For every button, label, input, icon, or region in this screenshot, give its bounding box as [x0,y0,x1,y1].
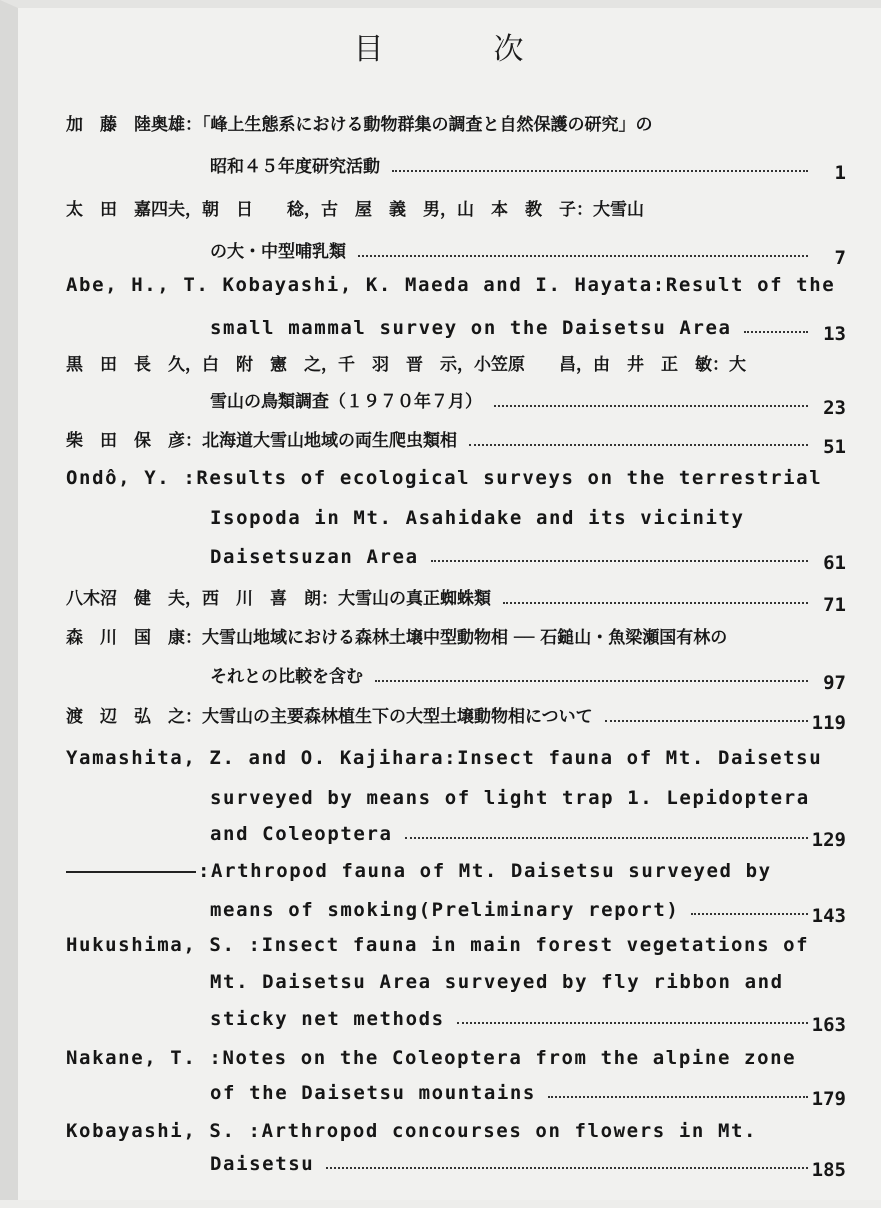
toc-line [18,703,881,734]
toc-line [18,1079,881,1110]
toc-entry-text: 太 田 嘉四夫，朝 日 稔，古 屋 義 男，山 本 教 子：大雪山 [66,200,644,220]
toc-line [18,196,881,224]
leader-dots [405,837,808,839]
toc-entry-text: Yamashita, Z. and O. Kajihara:Insect fauna of Mt. Daisetsu [66,747,823,769]
toc-entry-text: Ondô, Y. :Results of ecological surveys on the terrestrial [66,467,823,489]
toc-line [18,543,881,574]
toc-entry-text: 渡 辺 弘 之：大雪山の主要森林植生下の大型土壌動物相について [66,707,593,727]
leader-dots [503,602,808,604]
toc-line [18,624,881,652]
toc-entry-text: の大・中型哺乳類 [210,242,346,262]
page-title: 目次 [353,32,634,67]
toc-entry-text: 森 川 国 康：大雪山地域における森林土壌中型動物相 ── 石鎚山・魚梁瀬国有林の [66,628,728,648]
toc-line [18,585,881,616]
page-number: 179 [811,1088,846,1110]
leader-dots [358,255,808,257]
toc-entry-text: 加 藤 陸奥雄：「峰上生態系における動物群集の調査と自然保護の研究」の [66,115,653,135]
leader-dots [548,1096,808,1098]
leader-dots [326,1167,808,1169]
leader-dots [605,720,808,722]
toc-entry-text: Daisetsu [210,1153,315,1175]
toc-line [18,931,881,959]
toc-entry-text: Nakane, T. :Notes on the Coleoptera from the alpine zone [66,1047,797,1069]
toc-line [18,427,881,458]
page-number: 129 [811,829,846,851]
toc-entry-text: of the Daisetsu mountains [210,1082,536,1104]
toc-line [18,153,881,184]
toc-line [18,464,881,492]
toc-line [18,896,881,927]
toc-entry-text: 八木沼 健 夫，西 川 喜 朗：大雪山の真正蜘蛛類 [66,589,491,609]
toc-entry-text: sticky net methods [210,1008,445,1030]
leader-dots [375,680,808,682]
toc-entry-text: 柴 田 保 彦：北海道大雪山地域の両生爬虫類相 [66,431,457,451]
page-number: 13 [823,323,846,345]
toc-entry-text: Daisetsuzan Area [210,546,419,568]
leader-dots [457,1022,808,1024]
toc-line [18,238,881,269]
page-number: 163 [811,1014,846,1036]
page-number: 23 [823,397,846,419]
leader-dots [392,170,808,172]
toc-line [18,504,881,532]
page-number: 97 [823,672,846,694]
toc-line [18,857,881,885]
toc-entry-text: Kobayashi, S. :Arthropod concourses on flowers in Mt. [66,1120,758,1142]
toc-line [18,663,881,694]
toc-line [18,1005,881,1036]
toc-entry-text: 昭和４５年度研究活動 [210,157,380,177]
page-number: 185 [811,1159,846,1181]
toc-entry-text: 雪山の鳥類調査（１９７０年７月） [210,392,482,412]
toc-entry-text: and Coleoptera [210,823,393,845]
toc-line [18,744,881,772]
toc-line [18,784,881,812]
leader-dots [494,405,808,407]
toc-line [18,271,881,299]
toc-line [18,1150,881,1181]
toc-line [18,111,881,139]
toc-line [18,1117,881,1145]
page-number: 71 [823,594,846,616]
toc-entry-text: それとの比較を含む [210,667,363,687]
toc-entry-text: Hukushima, S. :Insect fauna in main forest vegetations of [66,934,810,956]
toc-entry-text: surveyed by means of light trap 1. Lepidoptera [210,787,810,809]
page-number: 51 [823,436,846,458]
toc-line [18,388,881,419]
toc-line [18,968,881,996]
page-number: 7 [834,247,846,269]
toc-entry-text: means of smoking(Preliminary report) [210,899,680,921]
toc-entry-text: :Arthropod fauna of Mt. Daisetsu surveyed by [198,860,772,882]
page-number: 119 [811,712,846,734]
toc-entry-text: Abe, H., T. Kobayashi, K. Maeda and I. Hayata:Result of the [66,274,836,296]
toc-line [18,351,881,379]
toc-list [18,8,881,1208]
toc-entry-text: small mammal survey on the Daisetsu Area [210,317,732,339]
leader-dots [431,560,808,562]
leader-dots [469,444,808,446]
toc-line [18,314,881,345]
toc-entry-text: Isopoda in Mt. Asahidake and its vicinity [210,507,745,529]
page-number: 61 [823,552,846,574]
toc-line [18,820,881,851]
page-number: 1 [834,162,846,184]
page-number: 143 [811,905,846,927]
toc-line [18,1044,881,1072]
toc-entry-text: 黒 田 長 久，白 附 憲 之，千 羽 晋 示，小笠原 昌，由 井 正 敏：大 [66,355,746,375]
ditto-dash [66,871,196,873]
toc-entry-text: Mt. Daisetsu Area surveyed by fly ribbon and [210,971,784,993]
